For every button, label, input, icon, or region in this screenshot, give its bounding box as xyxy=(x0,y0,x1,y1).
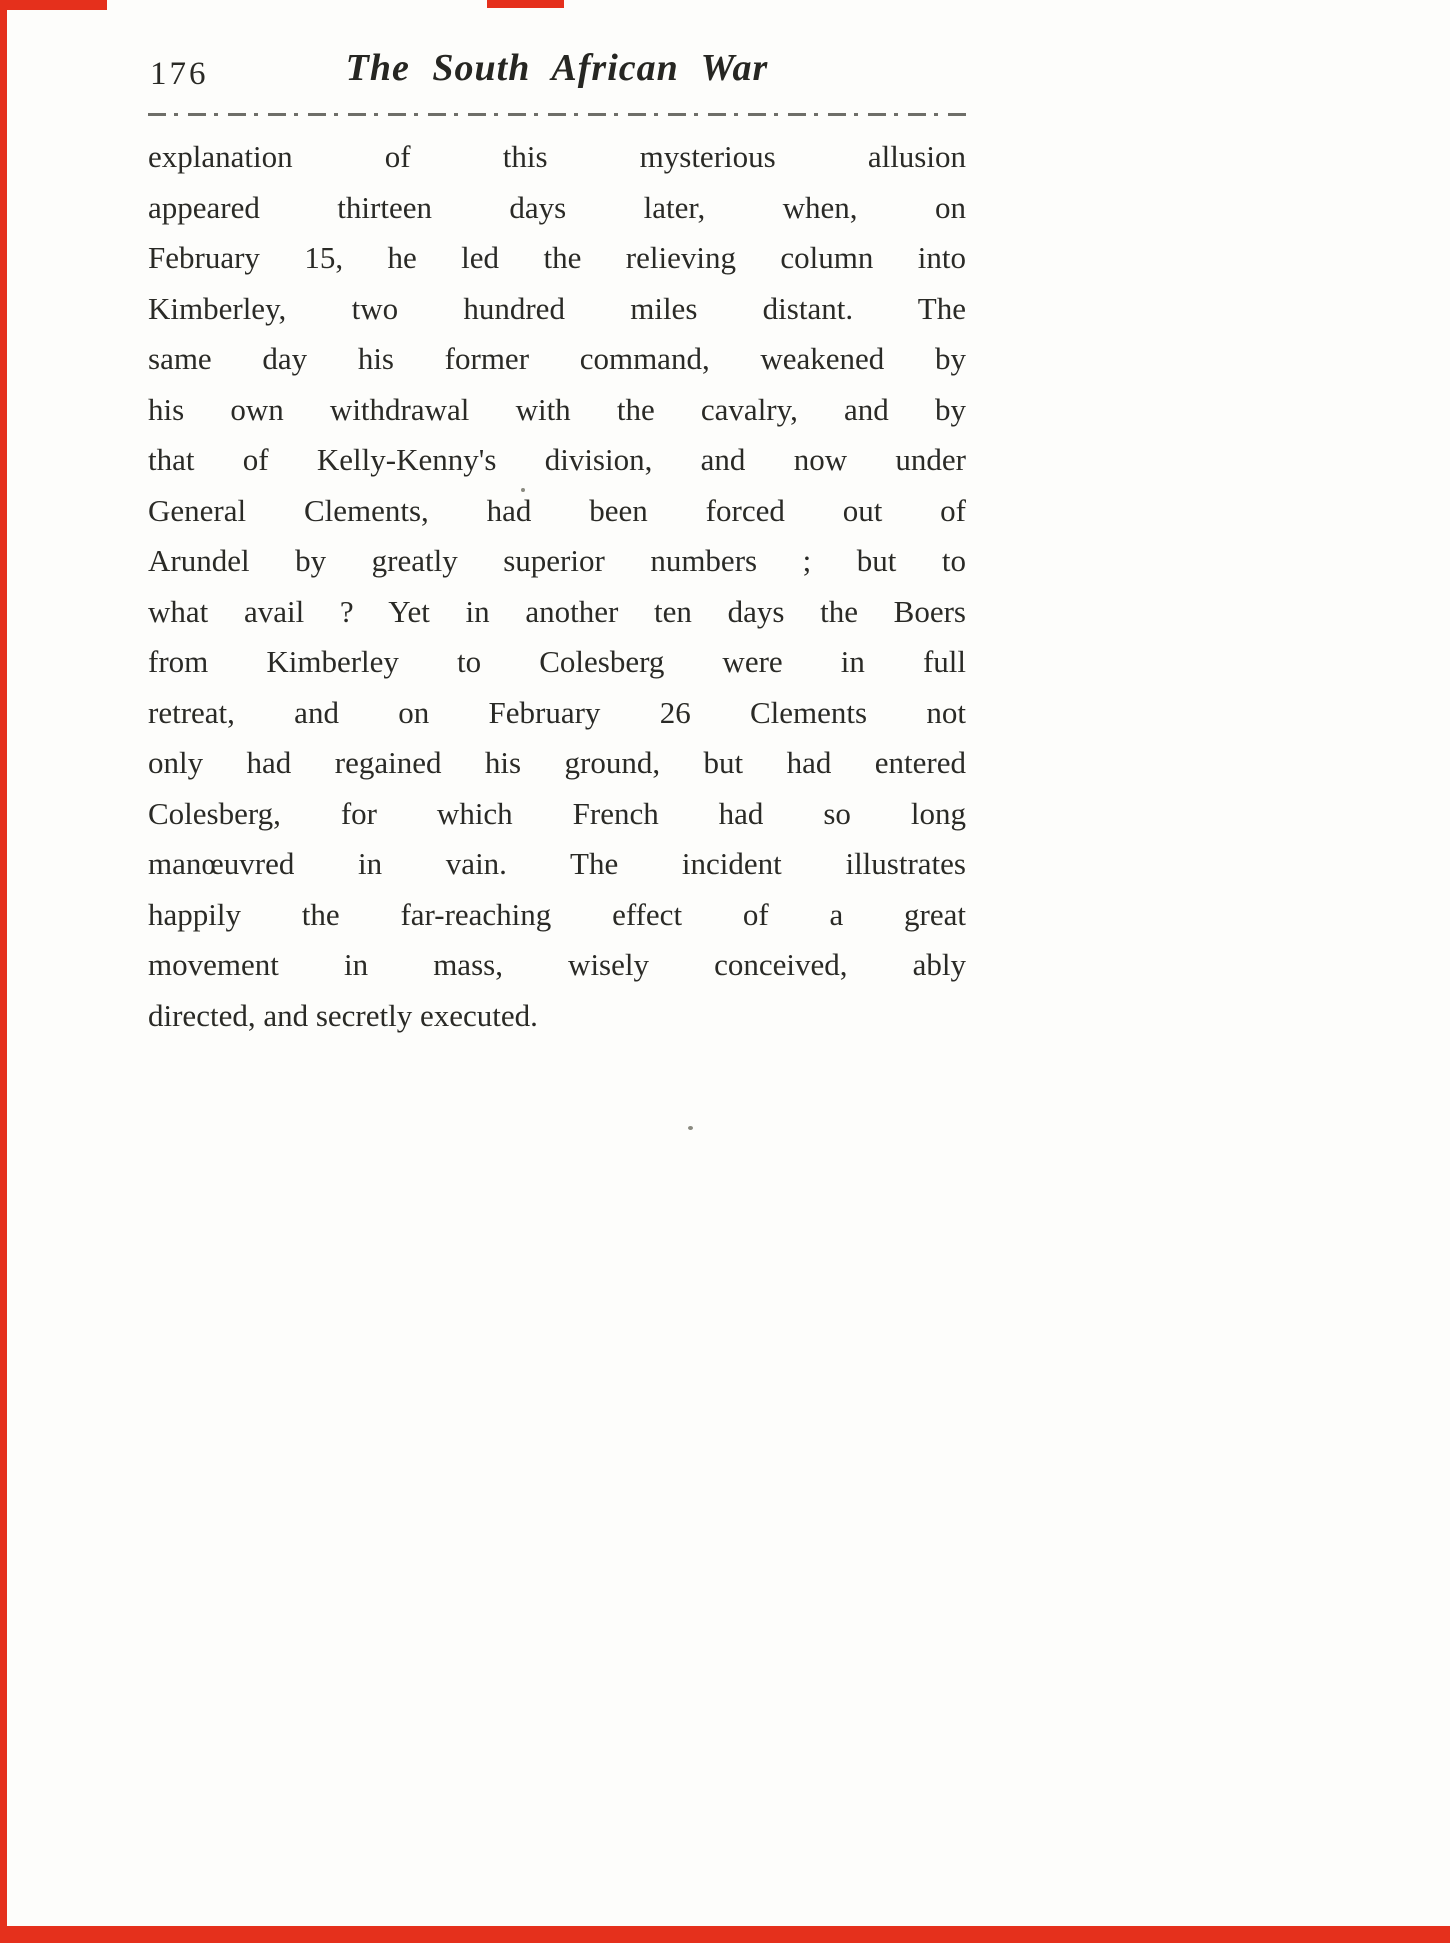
scan-edge-top-mid xyxy=(487,0,564,8)
text-line: retreat, and on February 26 Clements not xyxy=(148,694,966,730)
text-line: directed, and secretly executed. xyxy=(148,997,538,1033)
text-line: appeared thirteen days later, when, on xyxy=(148,189,966,225)
page-number: 176 xyxy=(150,56,209,92)
text-line: February 15, he led the relieving column into xyxy=(148,240,966,275)
scan-edge-top-left xyxy=(0,0,107,10)
scan-speck xyxy=(688,1126,693,1130)
scan-edge-left xyxy=(0,0,7,1943)
text-line: his own withdrawal with the cavalry, and by xyxy=(148,391,966,427)
header-title: The South African War xyxy=(345,47,769,89)
text-line: Arundel by greatly superior numbers ; but to xyxy=(148,543,966,578)
scan-edge-bottom xyxy=(0,1926,1450,1943)
text-line: only had regained his ground, but had entered xyxy=(148,745,966,780)
text-line: Colesberg, for which French had so long xyxy=(148,795,966,831)
text-line: General Clements, had been forced out of xyxy=(148,492,966,528)
text-line: movement in mass, wisely conceived, ably xyxy=(148,947,966,982)
text-line: from Kimberley to Colesberg were in full xyxy=(148,644,966,679)
text-line: same day his former command, weakened by xyxy=(148,341,966,376)
text-line: explanation of this mysterious allusion xyxy=(148,139,966,174)
page-header xyxy=(148,46,966,108)
text-line: manœuvred in vain. The incident illustrates xyxy=(148,846,966,881)
text-line: happily the far-reaching effect of a great xyxy=(148,896,966,932)
body-text xyxy=(148,132,966,1041)
text-line: what avail ? Yet in another ten days the Boers xyxy=(148,593,966,629)
text-line: Kimberley, two hundred miles distant. The xyxy=(148,290,966,326)
header-rule xyxy=(148,113,966,116)
scan-speck xyxy=(521,488,525,492)
text-line: that of Kelly-Kenny's division, and now under xyxy=(148,442,966,477)
